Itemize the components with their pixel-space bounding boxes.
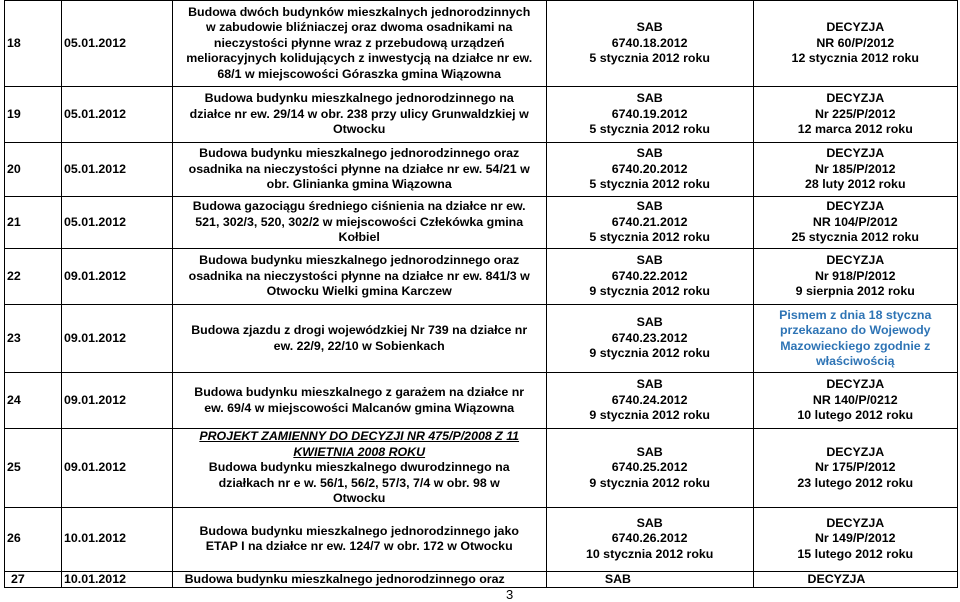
text-line: Mazowieckiego zgodnie z <box>780 338 931 353</box>
row-sab <box>546 507 753 571</box>
row-sab <box>546 373 753 429</box>
text-line: 10 stycznia 2012 roku <box>585 546 714 561</box>
row-number: 25 <box>5 429 62 508</box>
text-line: ew. 22/9, 22/10 w Sobienkach <box>273 338 445 353</box>
text-line: 5 stycznia 2012 roku <box>589 122 710 137</box>
text-line: DECYZJA <box>826 91 885 106</box>
text-line: NR 140/P/0212 <box>812 392 898 407</box>
row-decision <box>753 197 957 249</box>
row-number: 27 <box>5 571 62 588</box>
text-line: 6740.20.2012 <box>611 161 688 176</box>
row-number: 24 <box>5 373 62 429</box>
row-date: 09.01.2012 <box>61 429 172 508</box>
text-line: NR 104/P/2012 <box>812 214 898 229</box>
row-sab <box>546 249 753 305</box>
row-number: 22 <box>5 249 62 305</box>
row-number: 21 <box>5 197 62 249</box>
row-decision: DECYZJA <box>753 571 957 588</box>
row-description <box>172 305 546 373</box>
text-line: 9 stycznia 2012 roku <box>589 284 710 299</box>
table-row <box>5 305 958 373</box>
text-line: melioracyjnych kolidujących z inwestycją na działce nr ew. <box>186 51 533 66</box>
text-line: 12 stycznia 2012 roku <box>791 51 919 66</box>
text-line: 6740.19.2012 <box>611 106 688 121</box>
text-line: 9 sierpnia 2012 roku <box>795 284 915 299</box>
text-line: Budowa budynku mieszkalnego jednorodzinnego oraz <box>199 146 520 161</box>
row-date: 10.01.2012 <box>61 507 172 571</box>
row-sab <box>546 143 753 197</box>
text-line: Nr 185/P/2012 <box>814 161 896 176</box>
text-line: ew. 69/4 w miejscowości Malcanów gmina Wiązowna <box>204 400 515 415</box>
text-line: DECYZJA <box>826 253 885 268</box>
text-line: działce nr ew. 29/14 w obr. 238 przy ulicy Grunwaldzkiej w <box>189 106 529 121</box>
table-row <box>5 143 958 197</box>
text-line: nieczystości płynne wraz z przebudową urządzeń <box>213 35 505 50</box>
text-line: Otwocku <box>333 491 386 505</box>
text-line: 6740.22.2012 <box>611 268 688 283</box>
text-line: 9 stycznia 2012 roku <box>589 346 710 361</box>
row-description <box>172 373 546 429</box>
row-description: Budowa budynku mieszkalnego jednorodzinnego oraz <box>172 571 546 588</box>
row-decision <box>753 429 957 508</box>
text-line: Pismem z dnia 18 styczna <box>779 307 932 322</box>
row-number: 19 <box>5 87 62 143</box>
table-row <box>5 373 958 429</box>
row-date: 05.01.2012 <box>61 197 172 249</box>
text-line: Budowa gazociągu średniego ciśnienia na działce nr ew. <box>192 199 526 214</box>
table-row <box>5 429 958 508</box>
text-line: SAB <box>636 444 663 459</box>
text-line: DECYZJA <box>826 146 885 161</box>
row-date: 09.01.2012 <box>61 305 172 373</box>
text-line: Nr 918/P/2012 <box>814 268 896 283</box>
text-line: Nr 175/P/2012 <box>814 460 896 474</box>
text-line: Nr 149/P/2012 <box>814 531 896 546</box>
row-decision <box>753 143 957 197</box>
text-line: w zabudowie bliźniaczej oraz dwoma osadnikami na <box>206 20 513 35</box>
text-line: PROJEKT ZAMIENNY DO DECYZJI NR 475/P/2008 Z 11 <box>199 429 520 443</box>
row-decision <box>753 249 957 305</box>
row-description <box>172 143 546 197</box>
text-line: 521, 302/3, 520, 302/2 w miejscowości Człekówka gmina <box>195 214 524 229</box>
text-line: ETAP I na działce nr ew. 124/7 w obr. 172 w Otwocku <box>205 539 513 553</box>
text-line: Budowa budynku mieszkalnego jednorodzinnego na <box>204 91 514 106</box>
row-date: 09.01.2012 <box>61 249 172 305</box>
row-number: 26 <box>5 507 62 571</box>
table-row <box>5 1 958 87</box>
text-line: 5 stycznia 2012 roku <box>589 230 710 245</box>
row-description <box>172 429 546 508</box>
text-line: przekazano do Wojewody <box>779 323 931 337</box>
text-line: Budowa budynku mieszkalnego dwurodzinnego na <box>208 460 510 474</box>
row-decision <box>753 1 957 87</box>
text-line: 6740.24.2012 <box>611 392 688 407</box>
text-line: działkach nr e w. 56/1, 56/2, 57/3, 7/4 w obr. 98 w <box>218 475 500 490</box>
row-sab: SAB <box>546 571 753 588</box>
text-line: 6740.26.2012 <box>611 531 688 546</box>
row-description <box>172 507 546 571</box>
text-line: Budowa budynku mieszkalnego jednorodzinnego oraz <box>199 253 520 268</box>
row-date: 10.01.2012 <box>61 571 172 588</box>
row-date: 05.01.2012 <box>61 143 172 197</box>
text-line: Nr 225/P/2012 <box>814 106 896 121</box>
text-line: SAB <box>636 20 663 35</box>
text-line: DECYZJA <box>826 377 885 392</box>
text-line: SAB <box>636 146 663 161</box>
text-line: 6740.25.2012 <box>611 460 688 474</box>
row-decision <box>753 507 957 571</box>
text-line: Otwocku <box>333 122 386 137</box>
text-line: Otwocku Wielki gmina Karczew <box>266 284 452 299</box>
text-line: NR 60/P/2012 <box>816 35 895 50</box>
text-line: SAB <box>636 253 663 268</box>
table-row <box>5 249 958 305</box>
row-sab <box>546 87 753 143</box>
text-line: SAB <box>636 91 663 106</box>
row-decision <box>753 373 957 429</box>
text-line: DECYZJA <box>826 444 885 459</box>
text-line: właściwością <box>815 354 895 368</box>
text-line: DECYZJA <box>826 20 885 35</box>
row-number: 18 <box>5 1 62 87</box>
text-line: 28 luty 2012 roku <box>804 177 906 192</box>
text-line: 12 marca 2012 roku <box>797 122 913 137</box>
text-line: 6740.21.2012 <box>611 214 688 229</box>
table-row <box>5 197 958 249</box>
text-line: DECYZJA <box>826 199 885 214</box>
row-number: 20 <box>5 143 62 197</box>
text-line: DECYZJA <box>826 515 885 530</box>
table-row <box>5 87 958 143</box>
register-table-body <box>5 1 958 572</box>
text-line: 9 stycznia 2012 roku <box>589 475 710 490</box>
text-line: obr. Glinianka gmina Wiązowna <box>266 177 452 192</box>
text-line: 15 lutego 2012 roku <box>797 546 914 561</box>
row-description <box>172 1 546 87</box>
text-line: 10 lutego 2012 roku <box>797 408 914 423</box>
row-sab <box>546 197 753 249</box>
row-date: 05.01.2012 <box>61 87 172 143</box>
text-line: SAB <box>636 315 663 330</box>
text-line: osadnika na nieczystości płynne na działce nr ew. 54/21 w <box>188 161 530 176</box>
text-line: Budowa budynku mieszkalnego jednorodzinnego jako <box>199 523 519 538</box>
text-line: osadnika na nieczystości płynne na działce nr ew. 841/3 w <box>188 268 530 283</box>
text-line: SAB <box>636 199 663 214</box>
text-line: KWIETNIA 2008 ROKU <box>293 444 426 459</box>
row-date: 05.01.2012 <box>61 1 172 87</box>
table-row <box>5 507 958 571</box>
table-row-last <box>5 571 958 588</box>
text-line: Budowa dwóch budynków mieszkalnych jednorodzinnych <box>188 4 531 19</box>
row-sab <box>546 429 753 508</box>
text-line: Kołbiel <box>338 230 380 245</box>
text-line: 23 lutego 2012 roku <box>797 475 914 490</box>
row-description <box>172 87 546 143</box>
row-sab <box>546 1 753 87</box>
row-description <box>172 249 546 305</box>
text-line: Budowa budynku mieszkalnego z garażem na działce nr <box>194 385 525 399</box>
text-line: 5 stycznia 2012 roku <box>589 177 710 192</box>
text-line: SAB <box>636 377 663 392</box>
text-line: Budowa zjazdu z drogi wojewódzkiej Nr 739 na działce nr <box>191 323 528 337</box>
row-number: 23 <box>5 305 62 373</box>
text-line: 9 stycznia 2012 roku <box>589 408 710 423</box>
text-line: 6740.23.2012 <box>611 330 688 345</box>
text-line: 25 stycznia 2012 roku <box>791 230 919 245</box>
text-line: SAB <box>636 515 663 530</box>
register-table <box>4 0 958 588</box>
row-description <box>172 197 546 249</box>
page-number: 3 <box>506 587 514 602</box>
text-line: 6740.18.2012 <box>611 35 688 50</box>
row-decision <box>753 87 957 143</box>
row-date: 09.01.2012 <box>61 373 172 429</box>
row-decision <box>753 305 957 373</box>
text-line: 5 stycznia 2012 roku <box>589 51 710 66</box>
text-line: 68/1 w miejscowości Góraszka gmina Wiązowna <box>217 66 501 81</box>
row-sab <box>546 305 753 373</box>
